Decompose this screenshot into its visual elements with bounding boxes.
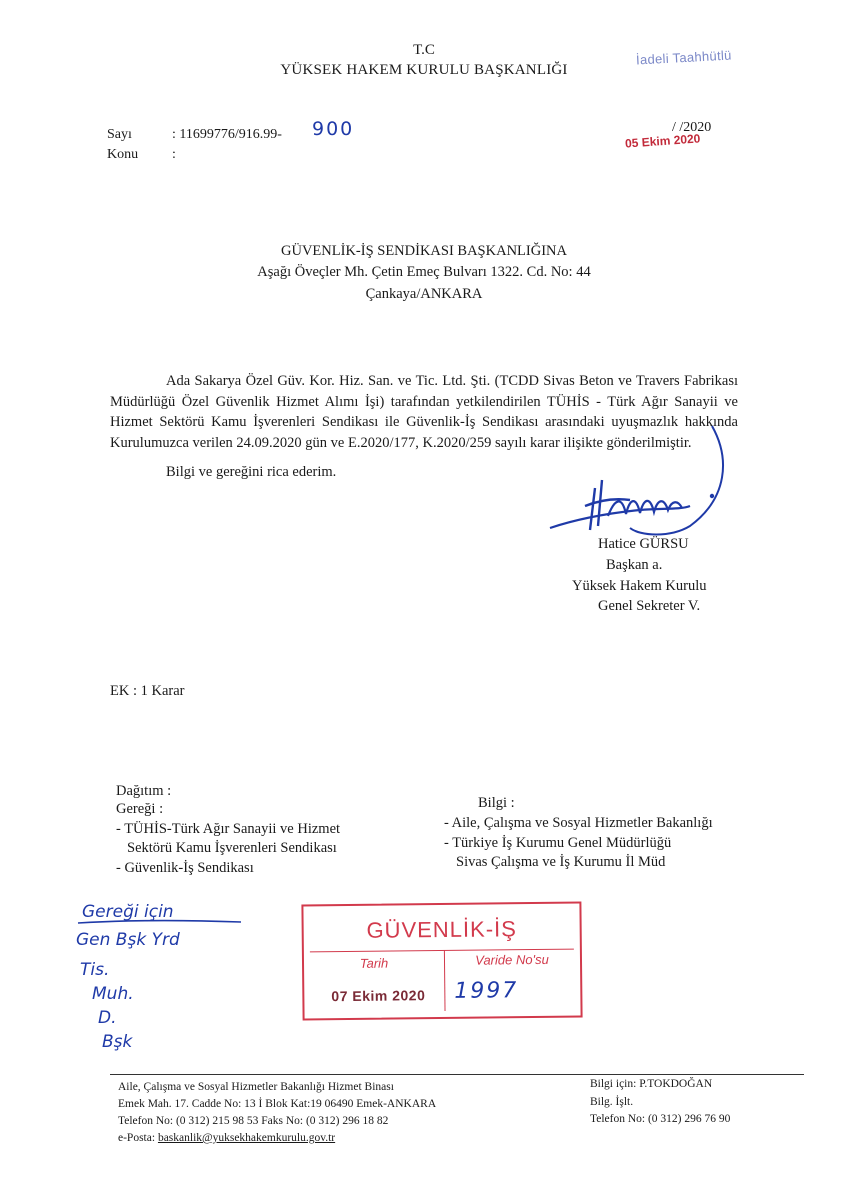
handwritten-note-1: Gereği için xyxy=(82,902,174,922)
distribution-label: Dağıtım : xyxy=(116,783,172,799)
header-organization: YÜKSEK HAKEM KURULU BAŞKANLIĞI xyxy=(280,62,568,78)
body-paragraph: Ada Sakarya Özel Güv. Kor. Hiz. San. ve Tic. Ltd. Şti. (TCDD Sivas Beton ve Travers Fabrikası Müdürlüğü Özel Güvenlik Hizmet Alımı İşi) tarafından yetkilendirilen TÜHİS - Türk Ağır Sanayii ve Hizmet Sektörü Kamu İşverenleri Sendikası ile Güvenlik-İş Sendikası arasındaki uyuşmazlık hakkında Kurulumuzca verilen 24.09.2020 gün ve E.2020/177, K.2020/259 sayılı karar ilişikte gönderilmiştir. xyxy=(110,373,738,451)
sayi-value: : 11699776/916.99- xyxy=(172,127,282,142)
footer-email-label: e-Posta: xyxy=(118,1132,156,1144)
konu-label: Konu xyxy=(107,147,139,162)
geregi-item-2: - Güvenlik-İş Sendikası xyxy=(116,860,254,876)
receipt-stamp-number-label: Varide No'su xyxy=(475,951,549,968)
attachment-line: EK : 1 Karar xyxy=(110,683,185,699)
handwritten-underline xyxy=(76,918,246,926)
signature-scribble xyxy=(540,418,740,548)
handwritten-note-5: D. xyxy=(98,1008,117,1028)
footer-address: Emek Mah. 17. Cadde No: 13 İ Blok Kat:19 06490 Emek-ANKARA xyxy=(118,1098,437,1110)
bilgi-label: Bilgi : xyxy=(478,795,515,811)
signatory-title-1: Başkan a. xyxy=(606,557,663,573)
footer-contact-phone: Telefon No: (0 312) 296 76 90 xyxy=(590,1113,731,1125)
konu-value: : xyxy=(172,147,176,162)
receipt-stamp-number: 1997 xyxy=(454,978,519,1004)
footer-phone-fax: Telefon No: (0 312) 215 98 53 Faks No: (0 312) 296 18 82 xyxy=(118,1115,389,1127)
addressee-street: Aşağı Öveçler Mh. Çetin Emeç Bulvarı 1322. Cd. No: 44 xyxy=(257,264,591,280)
handwritten-note-3: Tis. xyxy=(80,960,110,980)
date-stamp: 05 Ekim 2020 xyxy=(624,131,701,151)
footer-email-line xyxy=(118,1131,335,1145)
handwritten-note-4: Muh. xyxy=(92,984,134,1004)
footer-email-link[interactable]: baskanlik@yuksekhakemkurulu.gov.tr xyxy=(157,1132,336,1144)
handwritten-note-6: Bşk xyxy=(102,1032,133,1052)
sayi-label: Sayı xyxy=(107,127,132,142)
signatory-name: Hatice GÜRSU xyxy=(598,536,689,552)
receipt-stamp-org: GÜVENLİK-İŞ xyxy=(366,916,517,943)
handwritten-note-2: Gen Bşk Yrd xyxy=(76,930,180,950)
date-suffix: / /2020 xyxy=(672,120,712,135)
geregi-item-1-cont: Sektörü Kamu İşverenleri Sendikası xyxy=(127,840,337,856)
signatory-title-3: Genel Sekreter V. xyxy=(598,598,701,614)
addressee-city: Çankaya/ANKARA xyxy=(365,286,483,302)
geregi-item-1: - TÜHİS-Türk Ağır Sanayii ve Hizmet xyxy=(116,821,341,837)
registered-mail-stamp: İadeli Taahhütlü xyxy=(635,47,732,68)
addressee-name: GÜVENLİK-İŞ SENDİKASI BAŞKANLIĞINA xyxy=(281,243,567,259)
receipt-stamp xyxy=(301,902,582,1021)
header-tc: T.C xyxy=(413,42,435,58)
signatory-title-2: Yüksek Hakem Kurulu xyxy=(572,578,707,594)
sayi-handwritten-number: 900 xyxy=(312,118,355,140)
footer-building: Aile, Çalışma ve Sosyal Hizmetler Bakanlığı Hizmet Binası xyxy=(118,1081,394,1093)
bilgi-item-2: - Türkiye İş Kurumu Genel Müdürlüğü xyxy=(444,835,672,851)
body-closing: Bilgi ve gereğini rica ederim. xyxy=(166,464,337,480)
geregi-label: Gereği : xyxy=(116,801,164,817)
footer-contact-role: Bilg. İşlt. xyxy=(590,1096,634,1108)
footer-contact-person: Bilgi için: P.TOKDOĞAN xyxy=(590,1078,713,1090)
bilgi-item-1: - Aile, Çalışma ve Sosyal Hizmetler Bakanlığı xyxy=(444,815,713,831)
footer-rule xyxy=(110,1074,804,1075)
receipt-stamp-date-label: Tarih xyxy=(359,955,389,971)
bilgi-item-2-cont: Sivas Çalışma ve İş Kurumu İl Müd xyxy=(456,854,666,870)
receipt-stamp-date: 07 Ekim 2020 xyxy=(331,987,426,1005)
